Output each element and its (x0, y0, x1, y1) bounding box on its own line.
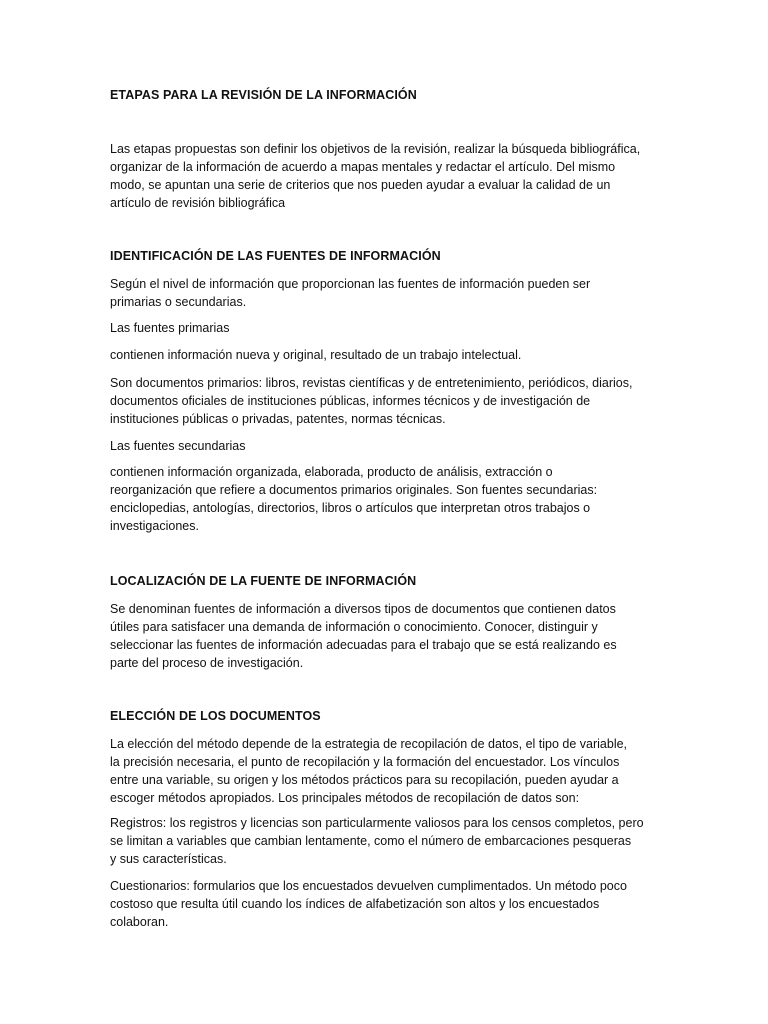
text-line: Son documentos primarios: libros, revistas científicas y de entretenimiento, periódicos, diarios, (110, 376, 633, 390)
text-line: Se denominan fuentes de información a diversos tipos de documentos que contienen datos (110, 602, 616, 616)
paragraph-secundarias-definicion (110, 463, 665, 535)
text-line: parte del proceso de investigación. (110, 656, 304, 670)
text-line: y sus características. (110, 852, 227, 866)
section-heading-etapas: ETAPAS PARA LA REVISIÓN DE LA INFORMACIÓN (110, 88, 417, 102)
paragraph-cuestionarios (110, 877, 665, 931)
text-line: colaboran. (110, 915, 169, 929)
text-line: entre una variable, su origen y los métodos prácticos para su recopilación, pueden ayudar a (110, 773, 619, 787)
paragraph-primarias-definicion (110, 346, 665, 364)
section-heading-identificacion: IDENTIFICACIÓN DE LAS FUENTES DE INFORMACIÓN (110, 249, 441, 263)
text-line: documentos oficiales de instituciones públicas, informes técnicos y de investigación de (110, 394, 591, 408)
text-line: Las fuentes secundarias (110, 439, 246, 453)
text-line: escoger métodos apropiados. Los principales métodos de recopilación de datos son: (110, 791, 580, 805)
text-line: investigaciones. (110, 519, 199, 533)
text-line: artículo de revisión bibliográfica (110, 196, 286, 210)
text-line: Las etapas propuestas son definir los objetivos de la revisión, realizar la búsqueda bibliográfica, (110, 142, 641, 156)
text-line: seleccionar las fuentes de información adecuadas para el trabajo que se está realizando es (110, 638, 617, 652)
section-heading-eleccion: ELECCIÓN DE LOS DOCUMENTOS (110, 709, 321, 723)
text-line: La elección del método depende de la estrategia de recopilación de datos, el tipo de variable, (110, 737, 628, 751)
paragraph-etapas (110, 140, 665, 212)
label-fuentes-primarias (110, 319, 665, 337)
text-line: útiles para satisfacer una demanda de información o conocimiento. Conocer, distinguir y (110, 620, 598, 634)
text-line: la precisión necesaria, el punto de recopilación y la formación del encuestador. Los vínculos (110, 755, 620, 769)
text-line: organizar de la información de acuerdo a mapas mentales y redactar el artículo. Del mismo (110, 160, 616, 174)
text-line: contienen información organizada, elaborada, producto de análisis, extracción o (110, 465, 553, 479)
text-line: Registros: los registros y licencias son particularmente valiosos para los censos completos, pero (110, 816, 644, 830)
paragraph-localizacion (110, 600, 665, 672)
text-line: instituciones públicas o privadas, patentes, normas técnicas. (110, 412, 446, 426)
paragraph-primarias-ejemplos (110, 374, 665, 428)
text-line: primarias o secundarias. (110, 295, 247, 309)
text-line: modo, se apuntan una serie de criterios que nos pueden ayudar a evaluar la calidad de un (110, 178, 611, 192)
text-line: reorganización que refiere a documentos primarios originales. Son fuentes secundarias: (110, 483, 598, 497)
text-line: Las fuentes primarias (110, 321, 230, 335)
paragraph-identificacion-intro (110, 275, 665, 311)
label-fuentes-secundarias (110, 437, 665, 455)
paragraph-eleccion-metodo (110, 735, 665, 807)
text-line: Cuestionarios: formularios que los encuestados devuelven cumplimentados. Un método poco (110, 879, 627, 893)
text-line: enciclopedias, antologías, directorios, libros o artículos que interpretan otros trabajos o (110, 501, 591, 515)
section-heading-localizacion: LOCALIZACIÓN DE LA FUENTE DE INFORMACIÓN (110, 574, 417, 588)
text-line: costoso que resulta útil cuando los índices de alfabetización son altos y los encuestados (110, 897, 600, 911)
text-line: Según el nivel de información que proporcionan las fuentes de información pueden ser (110, 277, 591, 291)
text-line: contienen información nueva y original, resultado de un trabajo intelectual. (110, 348, 522, 362)
paragraph-registros (110, 814, 665, 868)
text-line: se limitan a variables que cambian lentamente, como el número de embarcaciones pesqueras (110, 834, 632, 848)
